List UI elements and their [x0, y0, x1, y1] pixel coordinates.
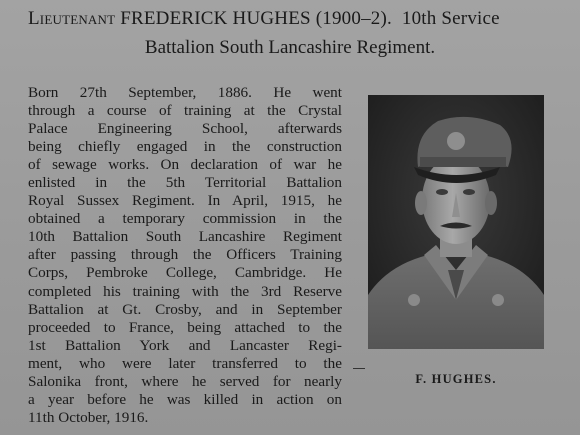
photo-caption: F. HUGHES.	[415, 372, 497, 386]
biography-line: ment, who were later transferred to the	[28, 354, 342, 372]
page-title-line-2: Battalion South Lancashire Regiment.	[144, 37, 436, 58]
biography-line: being chiefly engaged in the construction	[28, 138, 342, 156]
title-rank: Lieutenant	[28, 8, 116, 29]
separator-dash	[353, 368, 365, 369]
biography-line: after passing through the Officers Training	[28, 246, 342, 264]
title-battalion: 10th Service	[401, 8, 500, 29]
biography-line: Palace Engineering School, afterwards	[28, 120, 342, 138]
biography-line: a year before he was killed in action on	[28, 390, 342, 408]
title-years: (1900–2).	[315, 8, 392, 29]
biography-line: completed his training with the 3rd Reserve	[28, 282, 342, 300]
biography-line: Salonika front, where he served for nearly	[28, 372, 342, 390]
biography-line: obtained a temporary commission in the	[28, 210, 342, 228]
biography-line: enlisted in the 5th Territorial Battalion	[28, 174, 342, 192]
page-title-line-1	[28, 8, 558, 30]
title-name: FREDERICK HUGHES	[120, 8, 311, 29]
biography-text	[28, 84, 342, 427]
biography-line: of sewage works. On declaration of war he	[28, 156, 342, 174]
biography-line: Born 27th September, 1886. He went	[28, 84, 342, 101]
biography-line: 10th Battalion South Lancashire Regiment	[28, 228, 342, 246]
portrait-figure	[368, 95, 544, 349]
biography-line: proceeded to France, being attached to the	[28, 318, 342, 336]
portrait-photo	[368, 95, 544, 349]
biography-line: 11th October, 1916.	[28, 408, 149, 426]
biography-line: 1st Battalion York and Lancaster Regi-	[28, 336, 342, 354]
biography-line: Royal Sussex Regiment. In April, 1915, he	[28, 192, 342, 210]
biography-line: through a course of training at the Crystal	[28, 102, 342, 120]
biography-line: Corps, Pembroke College, Cambridge. He	[28, 264, 342, 282]
biography-line: Battalion at Gt. Crosby, and in September	[28, 300, 342, 318]
